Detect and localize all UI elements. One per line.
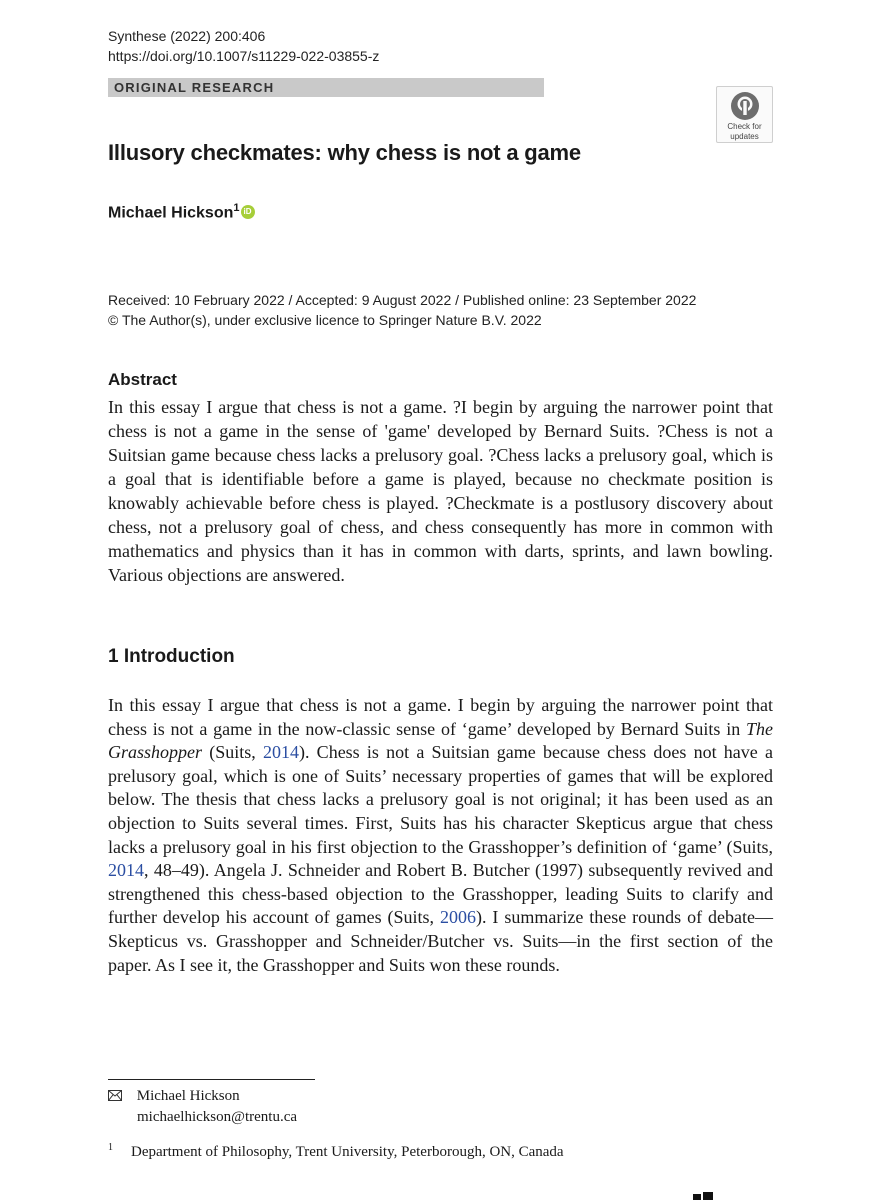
abstract-heading: Abstract [108, 370, 177, 389]
corresponding-author-name: Michael Hickson [136, 1088, 240, 1104]
intro-text-4: , 48–49). Angela J. Schneider and Robert B. Butcher (1997) subsequently revived and strengthened this chess-based objection to the Grasshopper, leading Suits to clarify and further develop his account of games (Suits, [108, 860, 773, 928]
author-name[interactable]: Michael Hickson [108, 204, 234, 222]
section-label: ORIGINAL RESEARCH [108, 78, 544, 97]
citation-link[interactable]: 2014 [108, 860, 144, 881]
citation-link[interactable]: 2006 [439, 907, 476, 928]
book-title: The Grasshopper [108, 718, 773, 763]
intro-text-2: (Suits, [202, 742, 263, 763]
envelope-icon [108, 1087, 125, 1107]
orcid-icon[interactable]: iD [241, 205, 255, 219]
journal-header [108, 26, 379, 66]
publication-dates [108, 290, 696, 330]
abstract-body: In this essay I argue that chess is not a game. ?I begin by arguing the narrower point that chess is not a game in the sense of 'game' developed by Bernard Suits. ?Chess is not a Suitsian game because chess lacks a prelusory goal. ?Chess lacks a prelusory goal, which is a goal that is identifiable before a game is played, because no checkmate position is knowably achievable before chess is played. ?Checkmate is a postlusory discovery about chess, not a prelusory goal of chess, and chess consequently has more in common with mathematics and physics than it has in common with darts, sprints, and lawn bowling. Various objections are answered. [108, 397, 773, 585]
intro-text-5: ). I summarize these rounds of debate—Skepticus vs. Grasshopper and Schneider/Butcher vs. Suits—in the first section of the paper. As I see it, the Grasshopper and Suits won these rounds. [108, 907, 774, 975]
date-history: Received: 10 February 2022 / Accepted: 9 August 2022 / Published online: 23 September 2022 [108, 292, 697, 308]
introduction-paragraph [108, 694, 773, 977]
journal-citation: Synthese (2022) 200:406 [108, 28, 266, 44]
author-line [108, 202, 255, 222]
correspondence-block [108, 1086, 297, 1127]
affiliation-footnote [108, 1142, 564, 1161]
crossmark-icon [730, 91, 760, 121]
affiliation-mark: 1 [108, 1142, 113, 1153]
doi-link[interactable]: https://doi.org/10.1007/s11229-022-03855-z [108, 48, 380, 64]
copyright-line: © The Author(s), under exclusive licence to Springer Nature B.V. 2022 [108, 312, 542, 328]
footnote-divider [108, 1079, 315, 1080]
intro-text-3: ). Chess is not a Suitsian game because chess does not have a prelusory goal, which is one of Suits’ necessary properties of games that will be explored below. The thesis that chess lacks a prelusory goal is not original; it has been used as an objection to Suits several times. First, Suits has his character Skepticus argue that chess lacks a prelusory goal in his first objection to the Grasshopper’s definition of ‘game’ (Suits, [108, 742, 773, 857]
citation-link[interactable]: 2014 [262, 742, 299, 763]
section-heading-introduction: 1 Introduction [108, 646, 235, 667]
author-affiliation-mark: 1 [233, 202, 240, 214]
affiliation-text: Department of Philosophy, Trent University, Peterborough, ON, Canada [131, 1144, 564, 1160]
corresponding-author-email[interactable]: michaelhickson@trentu.ca [137, 1109, 298, 1125]
page-corner-mark [683, 1190, 723, 1200]
article-title: Illusory checkmates: why chess is not a game [108, 140, 581, 165]
intro-text-1: In this essay I argue that chess is not a game. I begin by arguing the narrower point that chess is not a game in the now-classic sense of ‘game’ developed by Bernard Suits in [108, 695, 773, 739]
check-for-updates-button[interactable] [716, 86, 773, 143]
check-for-updates-line1: Check for [727, 122, 762, 131]
check-for-updates-line2: updates [730, 132, 759, 141]
